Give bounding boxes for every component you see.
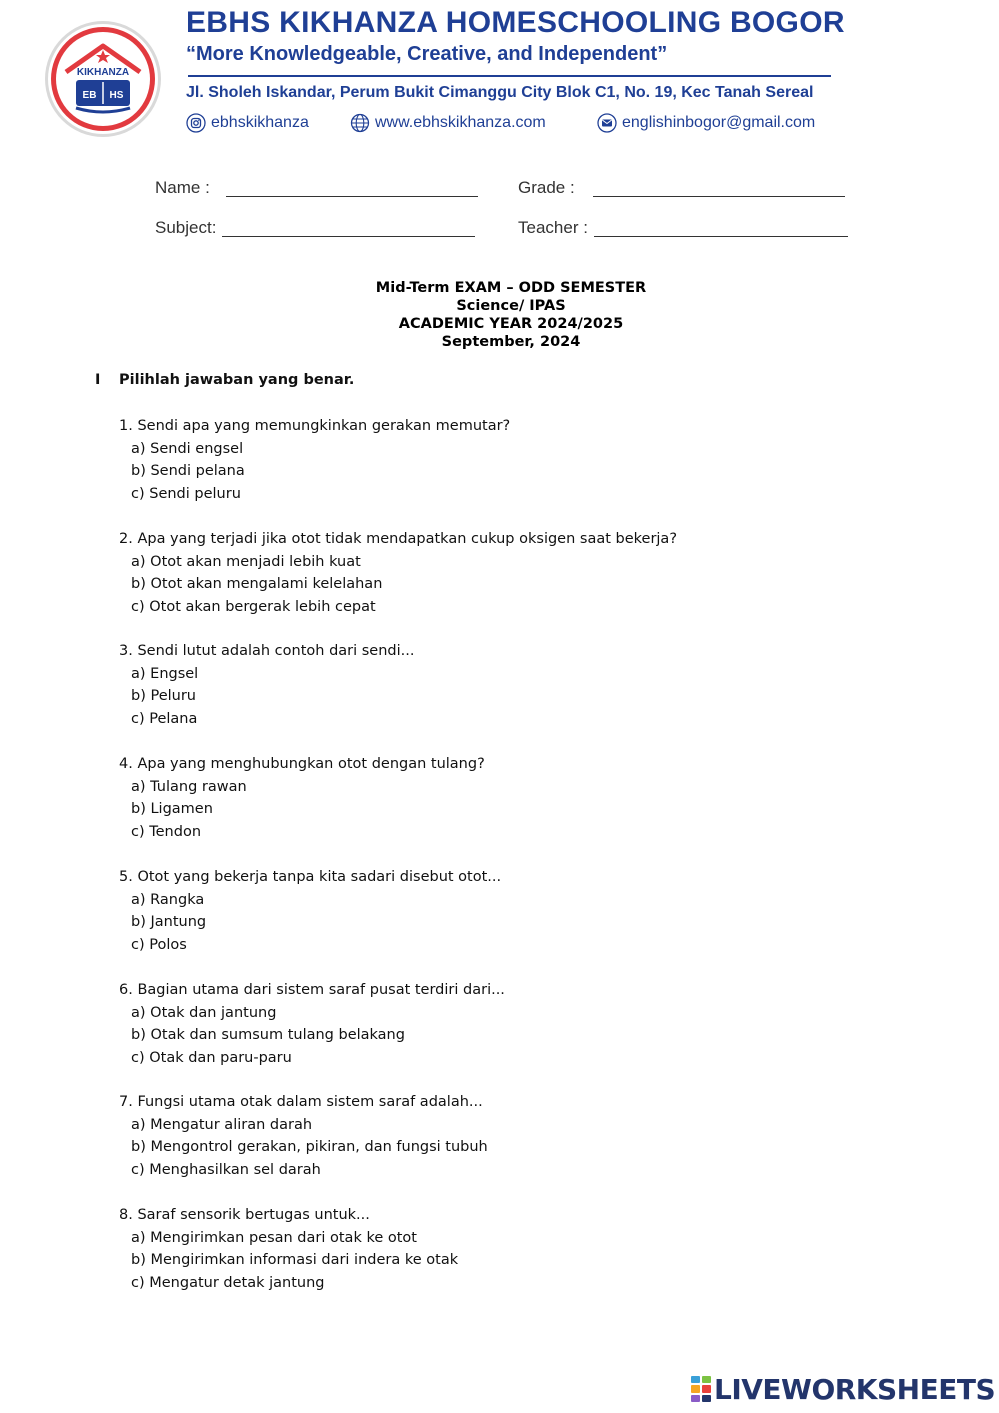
exam-title-block	[0, 279, 999, 351]
website-url[interactable]: www.ebhskikhanza.com	[375, 114, 546, 131]
answer-option[interactable]: a) Sendi engsel	[131, 440, 244, 457]
answer-option[interactable]: b) Otot akan mengalami kelelahan	[131, 576, 383, 592]
answer-option[interactable]: b) Mengirimkan informasi dari indera ke otak	[131, 1252, 459, 1268]
question-text: 6. Bagian utama dari sistem saraf pusat terdiri dari...	[119, 982, 505, 998]
website-contact	[350, 112, 546, 134]
answer-option[interactable]: c) Tendon	[131, 823, 202, 840]
question-text: 2. Apa yang terjadi jika otot tidak mendapatkan cukup oksigen saat bekerja?	[119, 531, 678, 547]
answer-option[interactable]: a) Rangka	[131, 891, 205, 908]
question-7	[119, 1091, 488, 1181]
grade-label: Grade :	[518, 178, 575, 197]
school-motto: “More Knowledgeable, Creative, and Independent”	[186, 43, 668, 65]
svg-text:HS: HS	[109, 90, 124, 101]
grade-field[interactable]	[593, 196, 845, 197]
answer-option[interactable]: b) Sendi pelana	[131, 463, 245, 479]
name-field[interactable]	[226, 196, 478, 197]
email-address[interactable]: englishinbogor@gmail.com	[622, 114, 816, 131]
answer-option[interactable]: a) Mengirimkan pesan dari otak ke otot	[131, 1229, 417, 1246]
exam-date: September, 2024	[441, 334, 581, 350]
liveworksheets-logo-icon	[691, 1376, 711, 1402]
answer-option[interactable]: c) Mengatur detak jantung	[131, 1274, 325, 1291]
question-4	[119, 753, 485, 843]
answer-option[interactable]: b) Peluru	[131, 688, 196, 704]
header-divider	[188, 75, 831, 77]
brand-name: LIVEWORKSHEETS	[714, 1372, 996, 1406]
answer-option[interactable]: c) Menghasilkan sel darah	[131, 1161, 321, 1178]
question-text: 4. Apa yang menghubungkan otot dengan tulang?	[119, 756, 485, 772]
answer-option[interactable]: c) Otak dan paru-paru	[131, 1049, 292, 1066]
question-text: 8. Saraf sensorik bertugas untuk...	[119, 1207, 370, 1223]
instagram-icon	[186, 113, 206, 133]
section-instruction: Pilihlah jawaban yang benar.	[119, 372, 355, 388]
answer-option[interactable]: a) Otot akan menjadi lebih kuat	[131, 553, 361, 570]
answer-option[interactable]: c) Sendi peluru	[131, 485, 241, 502]
answer-option[interactable]: b) Jantung	[131, 914, 207, 930]
answer-option[interactable]: c) Otot akan bergerak lebih cepat	[131, 598, 376, 615]
subject-label: Subject:	[155, 218, 217, 237]
question-5	[119, 866, 501, 956]
question-6	[119, 979, 505, 1069]
school-address: Jl. Sholeh Iskandar, Perum Bukit Cimanggu City Blok C1, No. 19, Kec Tanah Sereal	[186, 84, 814, 101]
answer-option[interactable]: a) Mengatur aliran darah	[131, 1116, 313, 1133]
answer-option[interactable]: b) Ligamen	[131, 801, 213, 817]
svg-text:EB: EB	[82, 90, 97, 101]
globe-icon	[350, 113, 370, 133]
answer-option[interactable]: c) Pelana	[131, 710, 198, 727]
name-label: Name :	[155, 178, 210, 197]
liveworksheets-brand	[691, 1372, 995, 1406]
answer-option[interactable]: c) Polos	[131, 936, 187, 953]
email-contact	[597, 112, 815, 134]
question-1	[119, 415, 510, 505]
instagram-contact	[186, 112, 309, 134]
answer-option[interactable]: a) Otak dan jantung	[131, 1004, 277, 1021]
school-logo	[40, 20, 166, 138]
question-text: 3. Sendi lutut adalah contoh dari sendi...	[119, 643, 415, 659]
mail-icon	[597, 113, 617, 133]
answer-option[interactable]: a) Tulang rawan	[131, 778, 247, 795]
instagram-handle: ebhskikhanza	[211, 114, 309, 131]
answer-option[interactable]: a) Engsel	[131, 665, 199, 682]
question-text: 1. Sendi apa yang memungkinkan gerakan memutar?	[119, 418, 511, 434]
teacher-field[interactable]	[594, 236, 848, 237]
answer-option[interactable]: b) Otak dan sumsum tulang belakang	[131, 1027, 405, 1043]
exam-title: Mid-Term EXAM – ODD SEMESTER	[375, 280, 647, 296]
question-text: 7. Fungsi utama otak dalam sistem saraf adalah...	[119, 1094, 483, 1110]
subject-field[interactable]	[222, 236, 475, 237]
academic-year: ACADEMIC YEAR 2024/2025	[398, 316, 624, 332]
teacher-label: Teacher :	[518, 218, 588, 237]
exam-subject: Science/ IPAS	[456, 298, 566, 314]
svg-text:KIKHANZA: KIKHANZA	[76, 67, 130, 78]
question-text: 5. Otot yang bekerja tanpa kita sadari disebut otot...	[119, 869, 502, 885]
section-number: I	[95, 372, 101, 388]
question-2	[119, 528, 677, 618]
question-8	[119, 1204, 458, 1294]
answer-option[interactable]: b) Mengontrol gerakan, pikiran, dan fungsi tubuh	[131, 1139, 488, 1155]
school-name: EBHS KIKHANZA HOMESCHOOLING BOGOR	[186, 6, 845, 39]
question-3	[119, 640, 414, 730]
